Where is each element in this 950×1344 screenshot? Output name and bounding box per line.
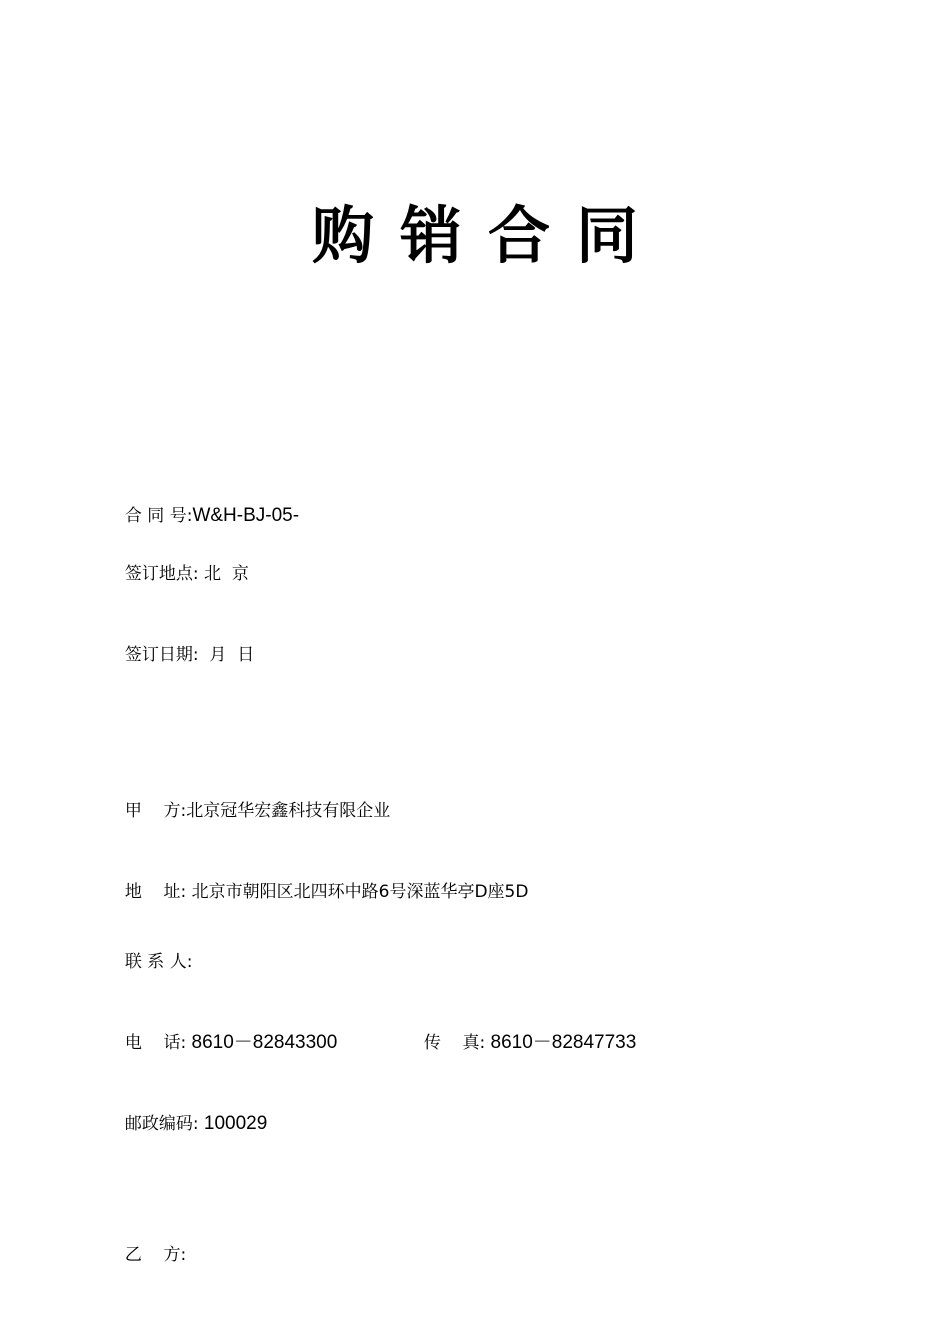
sign-place-value: 北 京 [198,564,249,584]
address-line [102,856,528,928]
phone-line [102,1007,337,1079]
party-a-value: 北京冠华宏鑫科技有限企业 [186,801,391,821]
document-title: 购销合同 [311,199,664,272]
postcode-label: 邮政编码: [124,1114,199,1134]
postcode-value: 100029 [198,1113,268,1134]
sign-place-label: 签订地点: [124,564,199,584]
fax-label: 传 真: [423,1033,486,1053]
contact-label: 联 系 人: [124,952,193,972]
fax-value: 8610－82847733 [485,1032,637,1053]
fax-line [401,1007,636,1079]
phone-value: 8610－82843300 [186,1032,338,1053]
address-value: 北京市朝阳区北四环中路6号深蓝华亭D座5D [186,882,529,902]
sign-place-line [102,538,249,610]
sign-date-label: 签订日期: [124,645,199,665]
sign-date-line [102,619,254,691]
party-b-label: 乙 方: [124,1245,187,1265]
contract-number-value: W&H-BJ-05- [192,505,300,526]
party-b-line [102,1219,186,1291]
phone-label: 电 话: [124,1033,187,1053]
contract-number-label: 合 同 号: [124,506,193,526]
sign-date-value: 月 日 [198,645,255,665]
contact-line [102,926,192,998]
address-label: 地 址: [124,882,187,902]
party-a-line [102,775,390,847]
party-a-label: 甲 方: [124,801,187,821]
postcode-line [102,1088,267,1160]
